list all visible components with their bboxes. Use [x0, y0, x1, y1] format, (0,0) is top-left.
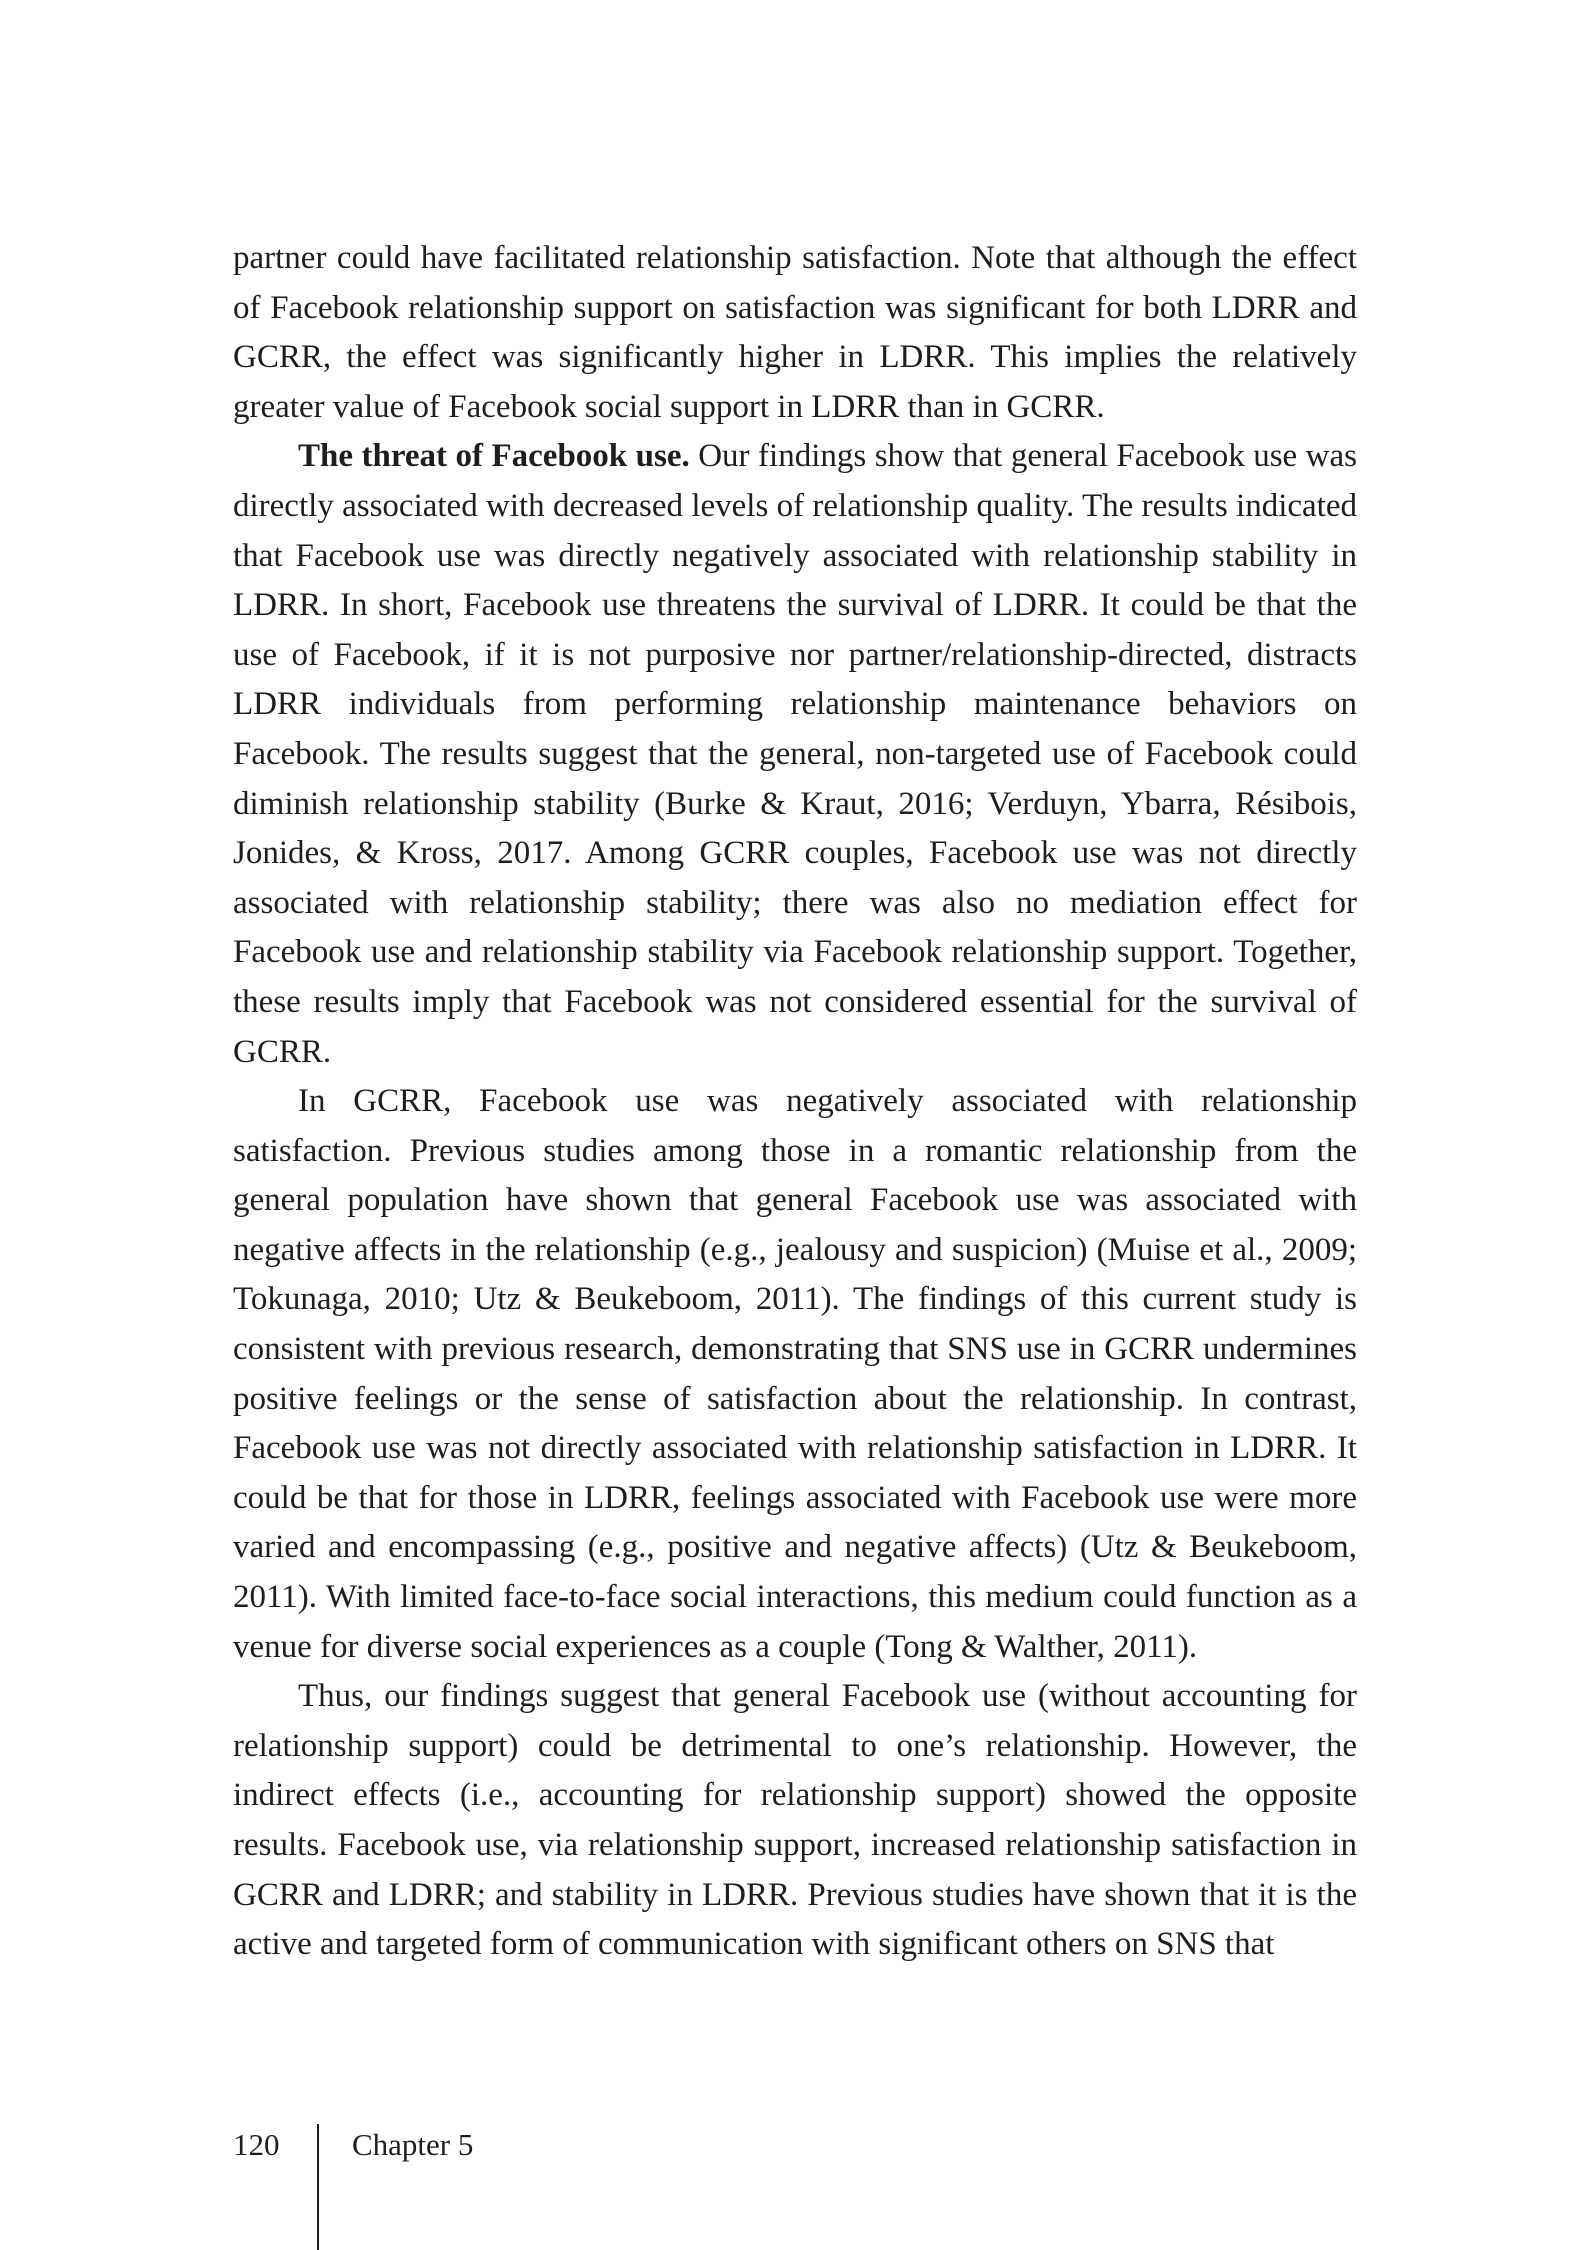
paragraph-2-text: Our findings show that general Facebook use was directly associated with decreased levels of relationship quality. The results indicated that Facebook use was directly negatively associated with relationship stability in LDRR. In short, Facebook use threatens the survival of LDRR. It could be that the use of Facebook, if it is not purposive nor partner/relationship-directed, distracts LDRR individuals from performing relationship maintenance behaviors on Facebook. The results suggest that the general, non-targeted use of Facebook could diminish relationship stability (Burke & Kraut, 2016; Verduyn, Ybarra, Résibois, Jonides, & Kross, 2017. Among GCRR couples, Facebook use was not directly associated with relationship stability; there was also no mediation effect for Facebook use and relationship stability via Facebook relationship support. Together, these results imply that Facebook was not considered essential for the survival of GCRR.	[233, 438, 1357, 1070]
section-run-in-heading: The threat of Facebook use.	[298, 438, 690, 475]
chapter-label: Chapter 5	[352, 2127, 474, 2162]
paragraph-3-text: In GCRR, Facebook use was negatively associated with relationship satisfaction. Previous studies among those in a romantic relationship from the general population have shown that general Facebook use was associated with negative affects in the relationship (e.g., jealousy and suspicion) (Muise et al., 2009; Tokunaga, 2010; Utz & Beukeboom, 2011). The findings of this current study is consistent with previous research, demonstrating that SNS use in GCRR undermines positive feelings or the sense of satisfaction about the relationship. In contrast, Facebook use was not directly associated with relationship satisfaction in LDRR. It could be that for those in LDRR, feelings associated with Facebook use were more varied and encompassing (e.g., positive and negative affects) (Utz & Beukeboom, 2011). With limited face-to-face social interactions, this medium could function as a venue for diverse social experiences as a couple (Tong & Walther, 2011).	[233, 1083, 1357, 1665]
paragraph-1-text: partner could have facilitated relationship satisfaction. Note that although the effect of Facebook relationship support on satisfaction was significant for both LDRR and GCRR, the effect was significantly higher in LDRR. This implies the relatively greater value of Facebook social support in LDRR than in GCRR.	[233, 240, 1357, 425]
paragraph-1	[233, 234, 1357, 432]
paragraph-4	[233, 1672, 1357, 1970]
paragraph-2	[233, 432, 1357, 1077]
body-text	[233, 234, 1357, 1970]
paragraph-3	[233, 1077, 1357, 1672]
footer-divider	[317, 2124, 319, 2250]
page-number: 120	[233, 2127, 280, 2162]
paragraph-4-text: Thus, our findings suggest that general Facebook use (without accounting for relationship support) could be detrimental to one’s relationship. However, the indirect effects (i.e., accounting for relationship support) showed the opposite results. Facebook use, via relationship support, increased relationship satisfaction in GCRR and LDRR; and stability in LDRR. Previous studies have shown that it is the active and targeted form of communication with significant others on SNS that	[233, 1678, 1357, 1963]
